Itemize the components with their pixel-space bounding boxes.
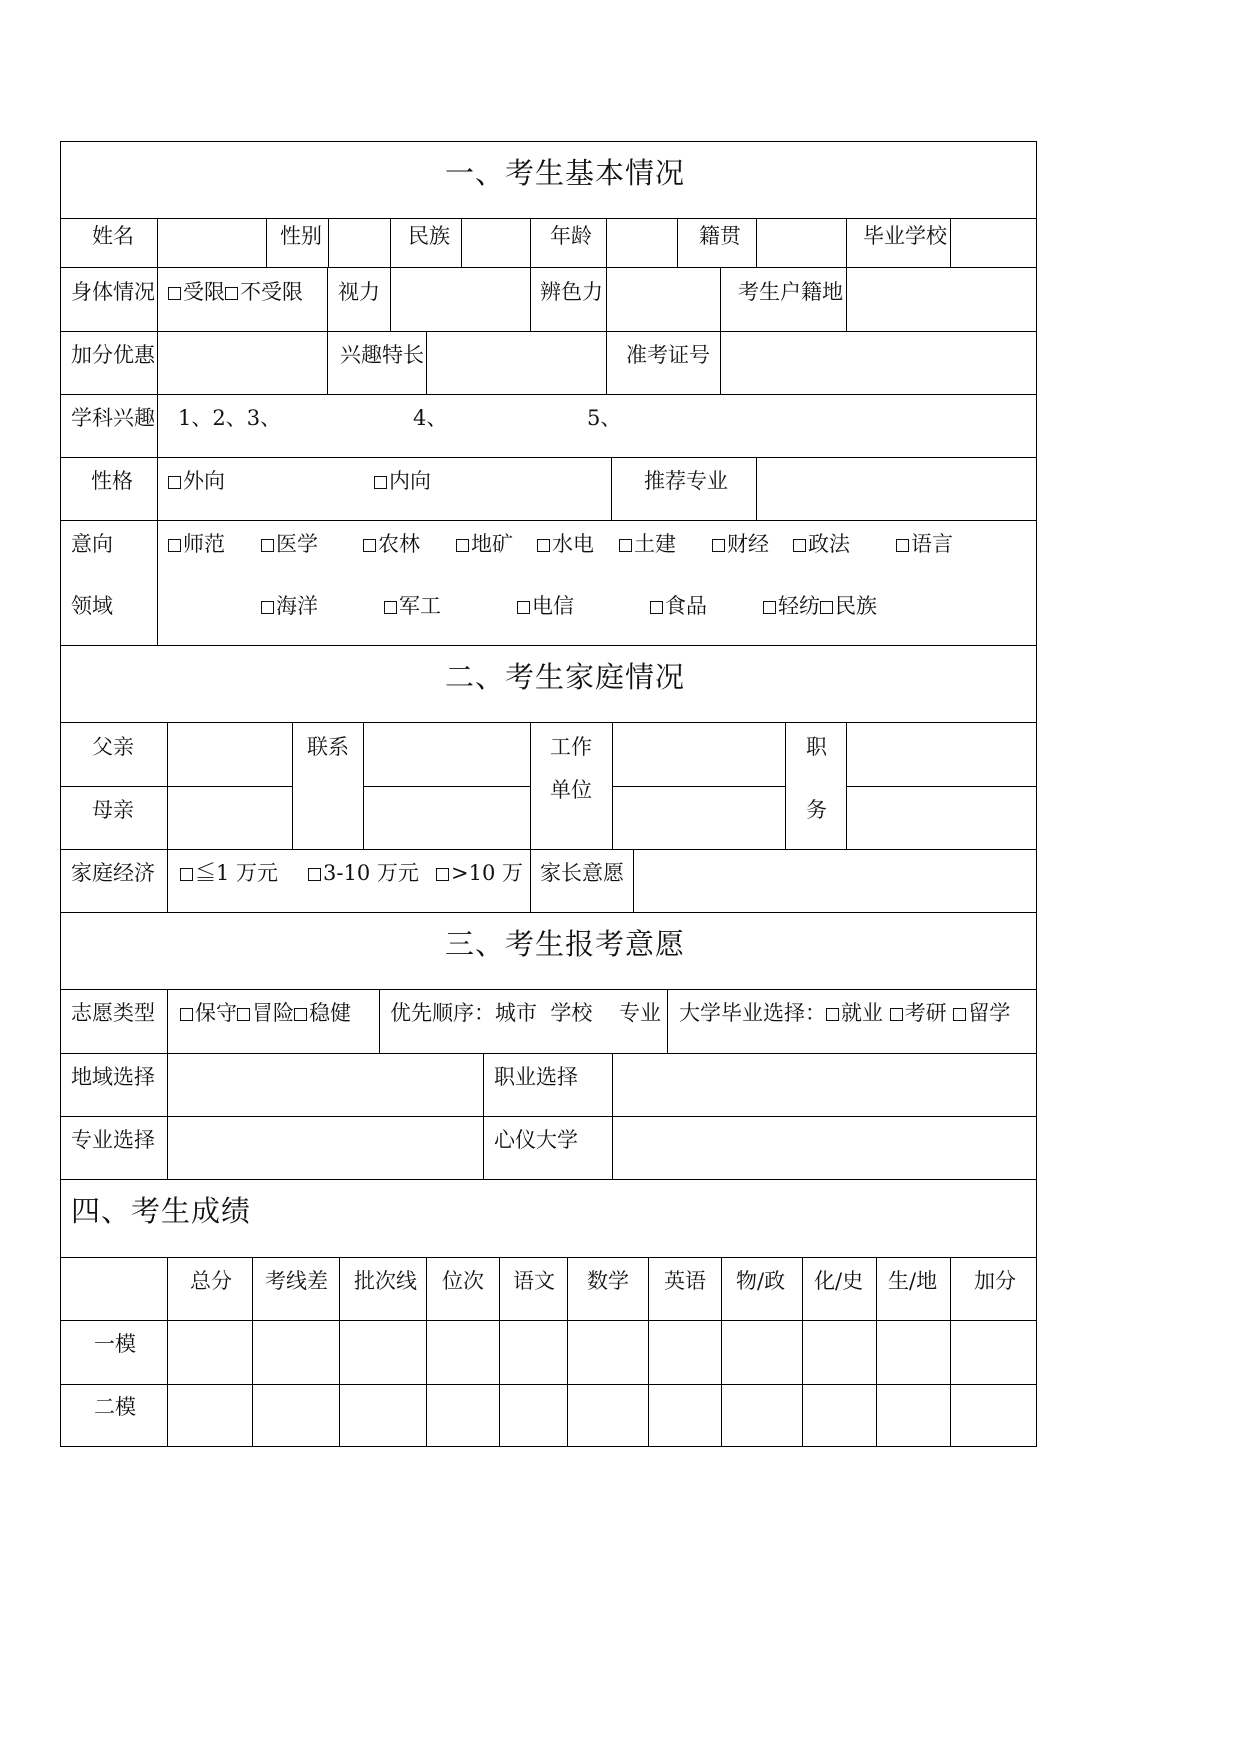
score-header: 考线差 <box>265 1269 328 1293</box>
col-line <box>426 331 427 394</box>
econ-label: ≦1 万元 <box>195 861 279 885</box>
col-line <box>633 849 634 912</box>
checkbox-risk[interactable] <box>237 1008 250 1021</box>
label-age: 年龄 <box>550 224 592 248</box>
option-extrovert: 外向 <box>183 469 225 493</box>
label-duty-2: 务 <box>806 798 827 822</box>
score-header: 位次 <box>442 1269 484 1293</box>
after-grad-options <box>679 1000 1010 1026</box>
checkbox-field[interactable] <box>261 601 274 614</box>
col-line <box>252 1257 253 1446</box>
col-line <box>567 1257 568 1446</box>
label-parent-wish: 家长意愿 <box>540 861 624 885</box>
row-line <box>60 786 293 787</box>
field-label: 海洋 <box>276 594 318 618</box>
econ-option <box>308 860 419 886</box>
row-line <box>60 331 1037 332</box>
col-line <box>461 218 462 267</box>
col-line <box>530 218 531 267</box>
label-intent: 意向 <box>71 532 113 556</box>
label-duty-1: 职 <box>806 735 827 759</box>
label-major: 专业选择 <box>71 1128 155 1152</box>
label-bonus: 加分优惠 <box>71 343 155 367</box>
label-hobby: 兴趣特长 <box>340 343 424 367</box>
checkbox-field[interactable] <box>712 539 725 552</box>
col-line <box>606 218 607 267</box>
col-line <box>157 267 158 331</box>
checkbox-field[interactable] <box>537 539 550 552</box>
field-label: 师范 <box>183 532 225 556</box>
score-header: 数学 <box>587 1269 629 1293</box>
row-line <box>60 989 1037 990</box>
checkbox-field[interactable] <box>261 539 274 552</box>
checkbox-econ[interactable] <box>180 868 193 881</box>
table-border-left <box>60 141 61 1447</box>
score-header: 批次线 <box>354 1269 417 1293</box>
col-line <box>167 1053 168 1179</box>
checkbox-grad[interactable] <box>890 1008 903 1021</box>
field-label: 农林 <box>378 532 420 556</box>
col-line <box>677 218 678 267</box>
vol-type-options <box>180 1000 351 1026</box>
col-line <box>339 1257 340 1446</box>
field-label: 政法 <box>808 532 850 556</box>
label-recommend-major: 推荐专业 <box>644 469 728 493</box>
row-line <box>612 786 785 787</box>
col-line <box>363 722 364 849</box>
econ-label: 3-10 万元 <box>323 861 419 885</box>
col-line <box>876 1257 877 1446</box>
col-line <box>157 394 158 457</box>
option-introvert-wrap <box>374 468 431 494</box>
checkbox-limited[interactable] <box>168 287 181 300</box>
row-line <box>846 786 1037 787</box>
col-line <box>157 457 158 520</box>
option-grad: 考研 <box>904 1001 947 1025</box>
checkbox-field[interactable] <box>820 601 833 614</box>
section-title-family: 二、考生家庭情况 <box>445 660 686 694</box>
col-line <box>327 267 328 331</box>
col-line <box>167 722 168 849</box>
col-line <box>802 1257 803 1446</box>
score-header: 总分 <box>190 1269 232 1293</box>
row-line <box>363 786 530 787</box>
col-line <box>292 722 293 849</box>
col-line <box>846 218 847 267</box>
econ-label: >10 万 <box>451 861 523 885</box>
col-line <box>499 1257 500 1446</box>
econ-option <box>180 860 278 886</box>
row-line <box>60 394 1037 395</box>
field-label: 食品 <box>665 594 707 618</box>
score-header: 化/史 <box>814 1269 864 1293</box>
row-line <box>60 457 1037 458</box>
table-border-top <box>60 141 1037 142</box>
label-father: 父亲 <box>92 735 134 759</box>
field-option <box>650 593 707 619</box>
field-option <box>763 593 877 619</box>
field-option <box>517 593 574 619</box>
label-personality: 性格 <box>91 469 133 493</box>
score-header: 语文 <box>513 1269 555 1293</box>
col-line <box>157 520 158 645</box>
label-priority: 优先顺序：城市 学校 专业 <box>390 1001 662 1025</box>
checkbox-abroad[interactable] <box>953 1008 966 1021</box>
col-line <box>612 1053 613 1179</box>
col-line <box>167 1257 168 1446</box>
label-exam-no: 准考证号 <box>626 343 710 367</box>
field-label: 民族 <box>835 594 877 618</box>
score-header: 加分 <box>974 1269 1016 1293</box>
section-title-basic: 一、考生基本情况 <box>445 156 686 190</box>
field-label: 语言 <box>911 532 953 556</box>
section-title-scores: 四、考生成绩 <box>71 1194 252 1228</box>
label-work-2: 单位 <box>550 778 592 802</box>
checkbox-job[interactable] <box>826 1008 839 1021</box>
checkbox-field[interactable] <box>650 601 663 614</box>
label-work-1: 工作 <box>550 735 592 759</box>
label-ethnicity: 民族 <box>408 224 450 248</box>
col-line <box>157 218 158 267</box>
col-line <box>950 1257 951 1446</box>
field-option <box>168 531 225 557</box>
option-introvert: 内向 <box>389 469 431 493</box>
option-limited: 受限 <box>183 280 225 304</box>
col-line <box>950 218 951 267</box>
col-line <box>611 457 612 520</box>
checkbox-stable[interactable] <box>294 1008 307 1021</box>
col-line <box>846 267 847 331</box>
score-header: 英语 <box>664 1269 706 1293</box>
col-line <box>483 1053 484 1179</box>
label-color-sense: 辨色力 <box>540 280 603 304</box>
score-row-label: 二模 <box>94 1395 136 1419</box>
field-label: 地矿 <box>471 532 513 556</box>
checkbox-field[interactable] <box>619 539 632 552</box>
table-border-bottom <box>60 1446 1037 1447</box>
checkbox-unlimited[interactable] <box>225 287 238 300</box>
col-line <box>530 722 531 849</box>
field-option <box>261 531 318 557</box>
checkbox-extrovert[interactable] <box>168 476 181 489</box>
col-line <box>756 218 757 267</box>
row-line <box>60 267 1037 268</box>
field-option <box>456 531 513 557</box>
col-line <box>530 267 531 331</box>
field-option <box>619 531 676 557</box>
col-line <box>667 989 668 1053</box>
label-contact: 联系 <box>307 735 349 759</box>
label-vision: 视力 <box>338 280 380 304</box>
option-risk: 冒险 <box>252 1001 294 1025</box>
col-line <box>785 722 786 849</box>
option-unlimited: 不受限 <box>240 280 303 304</box>
field-label: 土建 <box>634 532 676 556</box>
col-line <box>720 267 721 331</box>
health-options <box>168 279 303 305</box>
col-line <box>606 331 607 394</box>
col-line <box>721 1257 722 1446</box>
checkbox-field[interactable] <box>456 539 469 552</box>
checkbox-introvert[interactable] <box>374 476 387 489</box>
col-line <box>612 722 613 849</box>
field-label: 财经 <box>727 532 769 556</box>
option-job: 就业 <box>841 1001 883 1025</box>
col-line <box>390 218 391 267</box>
row-line <box>60 218 1037 219</box>
checkbox-field[interactable] <box>363 539 376 552</box>
row-line <box>60 520 1037 521</box>
checkbox-safe[interactable] <box>180 1008 193 1021</box>
checkbox-field[interactable] <box>793 539 806 552</box>
option-abroad: 留学 <box>968 1001 1011 1025</box>
field-option <box>537 531 594 557</box>
label-field: 领域 <box>71 594 113 618</box>
col-line <box>390 267 391 331</box>
row-line <box>60 722 1037 723</box>
row-line <box>60 1320 1037 1321</box>
row-line <box>60 645 1037 646</box>
col-line <box>756 457 757 520</box>
label-name: 姓名 <box>92 224 134 248</box>
label-after-grad: 大学毕业选择： <box>679 1001 826 1025</box>
option-safe: 保守 <box>195 1001 237 1025</box>
row-line <box>60 1053 1037 1054</box>
label-vol-type: 志愿类型 <box>71 1001 155 1025</box>
col-line <box>327 331 328 394</box>
col-line <box>846 722 847 849</box>
field-label: 电信 <box>532 594 574 618</box>
field-option <box>896 531 953 557</box>
row-line <box>60 1116 1037 1117</box>
label-career: 职业选择 <box>494 1065 578 1089</box>
field-label: 轻纺 <box>778 594 820 618</box>
col-line <box>720 331 721 394</box>
checkbox-econ[interactable] <box>436 868 449 881</box>
score-header: 生/地 <box>888 1269 938 1293</box>
section-title-intent: 三、考生报考意愿 <box>445 927 686 961</box>
col-line <box>266 218 267 267</box>
label-hukou: 考生户籍地 <box>738 280 843 304</box>
col-line <box>606 267 607 331</box>
col-line <box>167 989 168 1053</box>
row-line <box>60 1257 1037 1258</box>
field-option <box>793 531 850 557</box>
econ-option <box>436 860 523 886</box>
subject-interest-5: 5、 <box>587 406 622 430</box>
col-line <box>426 1257 427 1446</box>
col-line <box>167 849 168 912</box>
row-line <box>60 1179 1037 1180</box>
col-line <box>530 849 531 912</box>
subject-interest-4: 4、 <box>413 406 448 430</box>
row-line <box>60 1384 1037 1385</box>
table-border-right <box>1036 141 1037 1447</box>
col-line <box>328 218 329 267</box>
label-health: 身体情况 <box>71 280 155 304</box>
label-gender: 性别 <box>280 224 322 248</box>
checkbox-field[interactable] <box>517 601 530 614</box>
field-option <box>363 531 420 557</box>
label-economy: 家庭经济 <box>71 861 155 885</box>
label-school: 毕业学校 <box>863 224 947 248</box>
checkbox-field[interactable] <box>168 539 181 552</box>
option-extrovert-wrap <box>168 468 225 494</box>
field-label: 医学 <box>276 532 318 556</box>
field-label: 军工 <box>399 594 441 618</box>
col-line <box>648 1257 649 1446</box>
col-line <box>379 989 380 1053</box>
score-row-label: 一模 <box>94 1332 136 1356</box>
label-region: 地域选择 <box>71 1065 155 1089</box>
checkbox-field[interactable] <box>763 601 776 614</box>
checkbox-field[interactable] <box>896 539 909 552</box>
label-subject-interest: 学科兴趣 <box>71 406 155 430</box>
label-dream-univ: 心仪大学 <box>494 1128 578 1152</box>
score-header: 物/政 <box>736 1269 786 1293</box>
row-line <box>60 912 1037 913</box>
field-option <box>384 593 441 619</box>
subject-interest-123: 1、2、3、 <box>178 406 282 430</box>
row-line <box>60 849 1037 850</box>
field-option <box>261 593 318 619</box>
field-option <box>712 531 769 557</box>
col-line <box>157 331 158 394</box>
checkbox-econ[interactable] <box>308 868 321 881</box>
label-mother: 母亲 <box>92 798 134 822</box>
label-origin: 籍贯 <box>699 224 741 248</box>
option-stable: 稳健 <box>309 1001 351 1025</box>
field-label: 水电 <box>552 532 594 556</box>
checkbox-field[interactable] <box>384 601 397 614</box>
